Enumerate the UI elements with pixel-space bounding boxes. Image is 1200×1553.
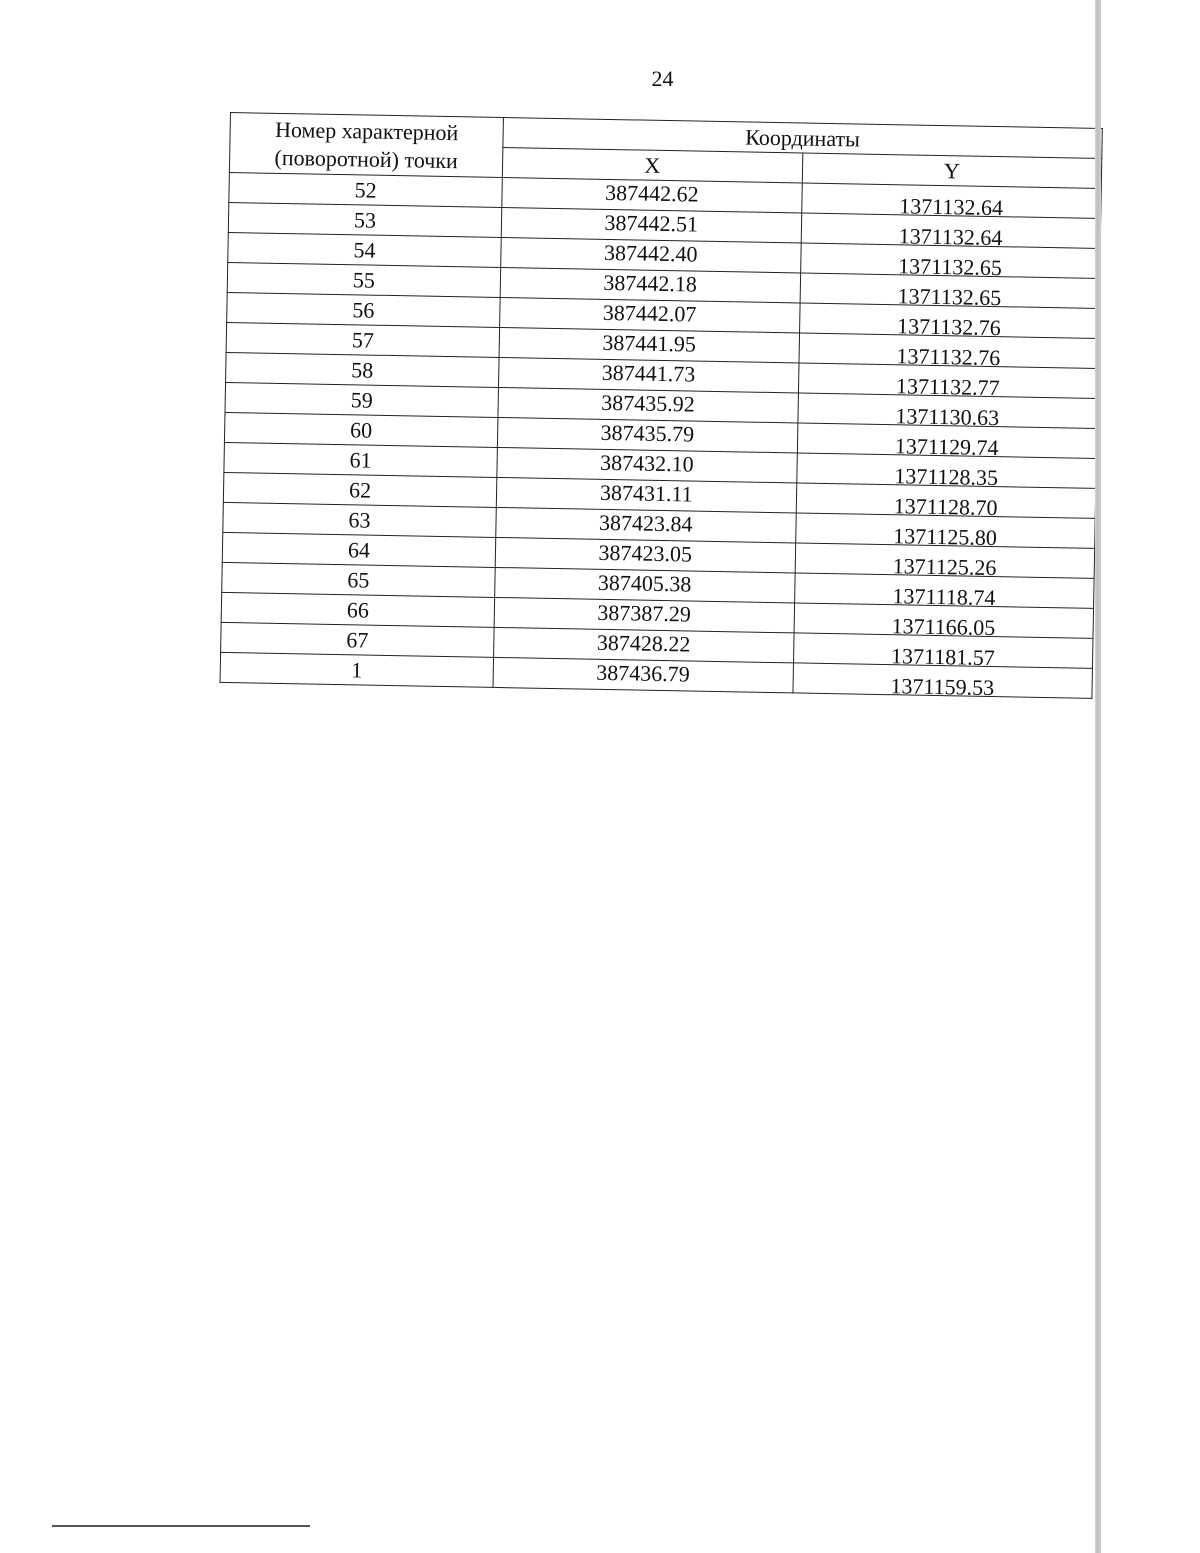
x-coordinate-cell: 387442.07: [500, 297, 800, 332]
y-coordinate-cell: 1371132.64: [801, 213, 1101, 248]
y-coordinate-cell: 1371130.63: [797, 393, 1097, 428]
page-edge-rule: [1095, 0, 1101, 1553]
point-number-cell: 57: [226, 322, 500, 357]
y-coordinate-cell: 1371118.74: [794, 573, 1094, 608]
point-number-cell: 1: [220, 652, 494, 687]
page-number: 24: [651, 66, 674, 91]
x-coordinate-cell: 387423.84: [496, 507, 796, 542]
point-number-cell: 61: [224, 442, 498, 477]
coordinates-header: Координаты: [503, 118, 1102, 159]
footnote-rule: [52, 1525, 310, 1527]
point-number-cell: 66: [221, 592, 495, 627]
y-coordinate-cell: 1371128.70: [796, 483, 1096, 518]
x-coordinate-cell: 387428.22: [494, 627, 794, 662]
y-coordinate-cell: 1371125.80: [795, 513, 1095, 548]
y-coordinate-cell: 1371132.65: [800, 273, 1100, 308]
point-number-cell: 67: [221, 622, 495, 657]
coordinates-table: [220, 112, 1103, 699]
x-coordinate-cell: 387423.05: [495, 537, 795, 572]
y-coordinate-cell: 1371132.77: [798, 363, 1098, 398]
x-header: X: [502, 148, 802, 183]
table-body: [220, 172, 1101, 701]
x-coordinate-cell: 387387.29: [494, 597, 794, 632]
point-number-cell: 60: [224, 412, 498, 447]
y-coordinate-cell: 1371125.26: [795, 543, 1095, 578]
x-coordinate-cell: 387435.79: [497, 417, 797, 452]
point-number-cell: 56: [227, 292, 501, 327]
x-coordinate-cell: 387442.51: [501, 207, 801, 242]
y-coordinate-cell: 1371132.76: [798, 333, 1098, 368]
point-number-header: Номер характерной (поворотной) точки: [229, 113, 503, 178]
point-number-cell: 62: [223, 472, 497, 507]
x-coordinate-cell: 387441.73: [498, 357, 798, 392]
y-coordinate-cell: 1371166.05: [794, 603, 1094, 638]
x-coordinate-cell: 387442.62: [502, 178, 802, 213]
x-coordinate-cell: 387431.11: [496, 477, 796, 512]
y-coordinate-cell: 1371132.65: [800, 243, 1100, 278]
point-number-cell: 52: [229, 172, 503, 207]
y-coordinate-cell: 1371132.64: [801, 183, 1101, 218]
point-number-cell: 54: [228, 232, 502, 267]
x-coordinate-cell: 387442.40: [501, 237, 801, 272]
x-coordinate-cell: 387442.18: [500, 267, 800, 302]
y-coordinate-cell: 1371132.76: [799, 303, 1099, 338]
coordinates-table-container: [220, 112, 1103, 699]
x-coordinate-cell: 387405.38: [495, 567, 795, 602]
point-number-cell: 58: [226, 352, 500, 387]
point-number-cell: 64: [222, 532, 496, 567]
y-coordinate-cell: 1371128.35: [796, 453, 1096, 488]
y-coordinate-cell: 1371159.53: [792, 663, 1092, 698]
point-number-cell: 65: [222, 562, 496, 597]
point-number-cell: 59: [225, 382, 499, 417]
y-header: Y: [802, 153, 1102, 188]
point-number-cell: 55: [227, 262, 501, 297]
x-coordinate-cell: 387435.92: [498, 387, 798, 422]
point-number-cell: 63: [223, 502, 497, 537]
y-coordinate-cell: 1371129.74: [797, 423, 1097, 458]
x-coordinate-cell: 387436.79: [493, 657, 793, 692]
x-coordinate-cell: 387432.10: [497, 447, 797, 482]
x-coordinate-cell: 387441.95: [499, 327, 799, 362]
y-coordinate-cell: 1371181.57: [793, 633, 1093, 668]
point-number-cell: 53: [228, 202, 502, 237]
